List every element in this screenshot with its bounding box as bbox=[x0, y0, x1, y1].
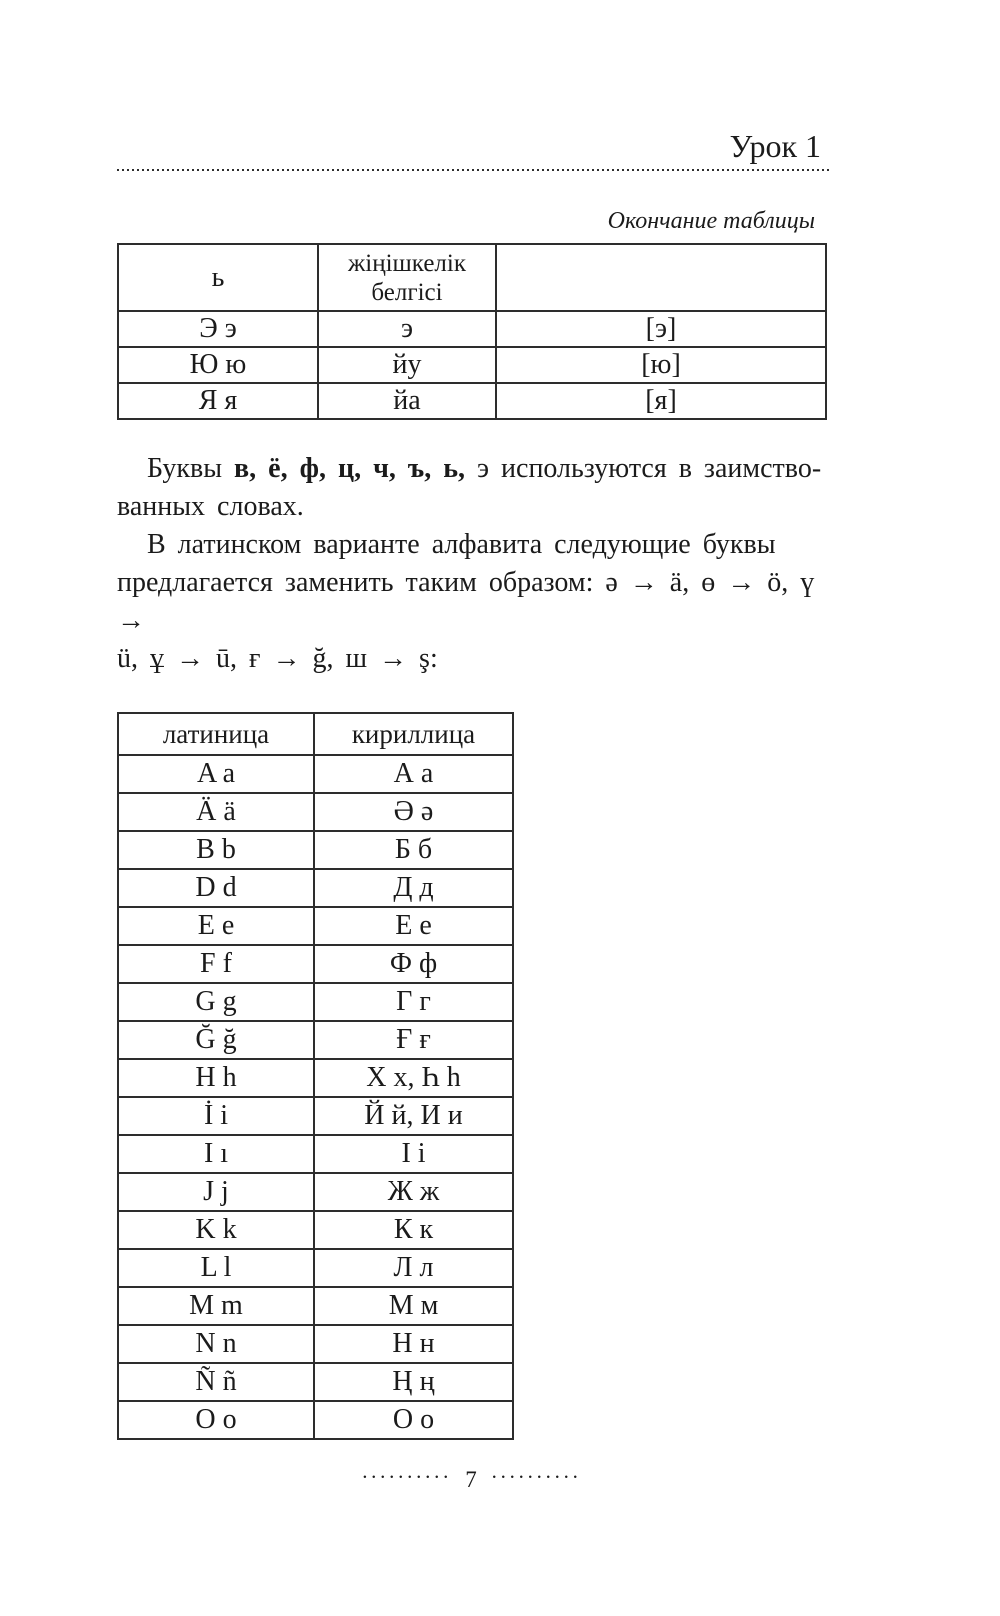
footer-dots-left: ·········· bbox=[361, 1465, 452, 1489]
body-text bbox=[117, 450, 825, 678]
table-row bbox=[118, 1097, 513, 1135]
para-tail: э используются в заимство- bbox=[465, 453, 822, 484]
alphabet-table-end bbox=[117, 243, 827, 420]
table-row bbox=[118, 755, 513, 793]
cyrillic-pair-cell: А а bbox=[314, 755, 513, 793]
para-lead: Буквы bbox=[147, 453, 235, 484]
table-row bbox=[118, 244, 826, 311]
latin-pair-cell: D d bbox=[118, 869, 314, 907]
table-row bbox=[118, 1363, 513, 1401]
table-row bbox=[118, 1325, 513, 1363]
latin-pair-cell: Ñ ñ bbox=[118, 1363, 314, 1401]
cyrillic-pair-cell: Л л bbox=[314, 1249, 513, 1287]
pronunciation-cell: [я] bbox=[496, 383, 826, 419]
letter-name-cell: жіңішкелік белгісі bbox=[318, 244, 496, 311]
cyrillic-pair-cell: Ж ж bbox=[314, 1173, 513, 1211]
para-line2: предлагается заменить таким образом: ә → ä, ө → ö, ү → bbox=[117, 567, 815, 636]
cyrillic-pair-cell: Х х, Һ һ bbox=[314, 1059, 513, 1097]
para-line2: ванных словах. bbox=[117, 491, 304, 522]
table-row bbox=[118, 1135, 513, 1173]
latin-pair-cell: L l bbox=[118, 1249, 314, 1287]
latin-pair-cell: J j bbox=[118, 1173, 314, 1211]
cyrillic-pair-cell: Ә ә bbox=[314, 793, 513, 831]
table-row bbox=[118, 1173, 513, 1211]
latin-pair-cell: M m bbox=[118, 1287, 314, 1325]
latin-pair-cell: F f bbox=[118, 945, 314, 983]
table-row bbox=[118, 383, 826, 419]
table-row bbox=[118, 831, 513, 869]
latin-pair-cell: Ğ ğ bbox=[118, 1021, 314, 1059]
latin-pair-cell: G g bbox=[118, 983, 314, 1021]
latin-pair-cell: B b bbox=[118, 831, 314, 869]
table-row bbox=[118, 1021, 513, 1059]
table-row bbox=[118, 983, 513, 1021]
table-row bbox=[118, 1249, 513, 1287]
para-line3: ü, ұ → ū, ғ → ğ, ш → ş: bbox=[117, 643, 438, 674]
page-number: 7 bbox=[465, 1467, 477, 1492]
bold-letter-list: в, ё, ф, ц, ч, ъ, ь, bbox=[234, 453, 466, 484]
cyrillic-pair-cell: Ф ф bbox=[314, 945, 513, 983]
latin-pair-cell: A a bbox=[118, 755, 314, 793]
latin-pair-cell: İ i bbox=[118, 1097, 314, 1135]
cyrillic-pair-cell: Ғ ғ bbox=[314, 1021, 513, 1059]
table-continuation-caption: Окончание таблицы bbox=[607, 208, 815, 234]
pronunciation-cell: [э] bbox=[496, 311, 826, 347]
letter-cell: Э э bbox=[118, 311, 318, 347]
table-row bbox=[118, 907, 513, 945]
pronunciation-cell bbox=[496, 244, 826, 311]
letter-cell: Ю ю bbox=[118, 347, 318, 383]
latin-cyrillic-table bbox=[117, 712, 514, 1440]
table-row bbox=[118, 1211, 513, 1249]
cyrillic-pair-cell: І і bbox=[314, 1135, 513, 1173]
table-row bbox=[118, 1287, 513, 1325]
table-row bbox=[118, 793, 513, 831]
cyrillic-pair-cell: Е е bbox=[314, 907, 513, 945]
latin-column-header: латиница bbox=[118, 713, 314, 755]
latin-pair-cell: I ı bbox=[118, 1135, 314, 1173]
para-line1: В латинском варианте алфавита следующие буквы bbox=[147, 529, 776, 560]
cyrillic-pair-cell: Ң ң bbox=[314, 1363, 513, 1401]
cyrillic-pair-cell: Г г bbox=[314, 983, 513, 1021]
footer-dots-right: ·········· bbox=[490, 1465, 581, 1489]
letter-cell: ь bbox=[118, 244, 318, 311]
page-content bbox=[117, 128, 825, 1492]
cyrillic-column-header: кириллица bbox=[314, 713, 513, 755]
latin-pair-cell: K k bbox=[118, 1211, 314, 1249]
table-row bbox=[118, 311, 826, 347]
letter-name-cell: йу bbox=[318, 347, 496, 383]
paragraph-latin-variant bbox=[117, 526, 825, 678]
latin-pair-cell: H h bbox=[118, 1059, 314, 1097]
table-row bbox=[118, 869, 513, 907]
letter-cell: Я я bbox=[118, 383, 318, 419]
table-row bbox=[118, 1059, 513, 1097]
latin-pair-cell: Ä ä bbox=[118, 793, 314, 831]
latin-pair-cell: E e bbox=[118, 907, 314, 945]
table-header-row bbox=[118, 713, 513, 755]
table-row bbox=[118, 1401, 513, 1439]
page-footer bbox=[117, 1465, 825, 1492]
cyrillic-pair-cell: М м bbox=[314, 1287, 513, 1325]
cyrillic-pair-cell: К к bbox=[314, 1211, 513, 1249]
table-row bbox=[118, 945, 513, 983]
latin-pair-cell: O o bbox=[118, 1401, 314, 1439]
latin-pair-cell: N n bbox=[118, 1325, 314, 1363]
header-dotted-rule bbox=[117, 169, 829, 171]
letter-name-cell: э bbox=[318, 311, 496, 347]
pronunciation-cell: [ю] bbox=[496, 347, 826, 383]
letter-name-cell: йа bbox=[318, 383, 496, 419]
cyrillic-pair-cell: Й й, И и bbox=[314, 1097, 513, 1135]
cyrillic-pair-cell: Б б bbox=[314, 831, 513, 869]
cyrillic-pair-cell: О о bbox=[314, 1401, 513, 1439]
table-row bbox=[118, 347, 826, 383]
cyrillic-pair-cell: Д д bbox=[314, 869, 513, 907]
lesson-header: Урок 1 bbox=[729, 128, 821, 164]
paragraph-borrowed-letters bbox=[117, 450, 825, 526]
cyrillic-pair-cell: Н н bbox=[314, 1325, 513, 1363]
